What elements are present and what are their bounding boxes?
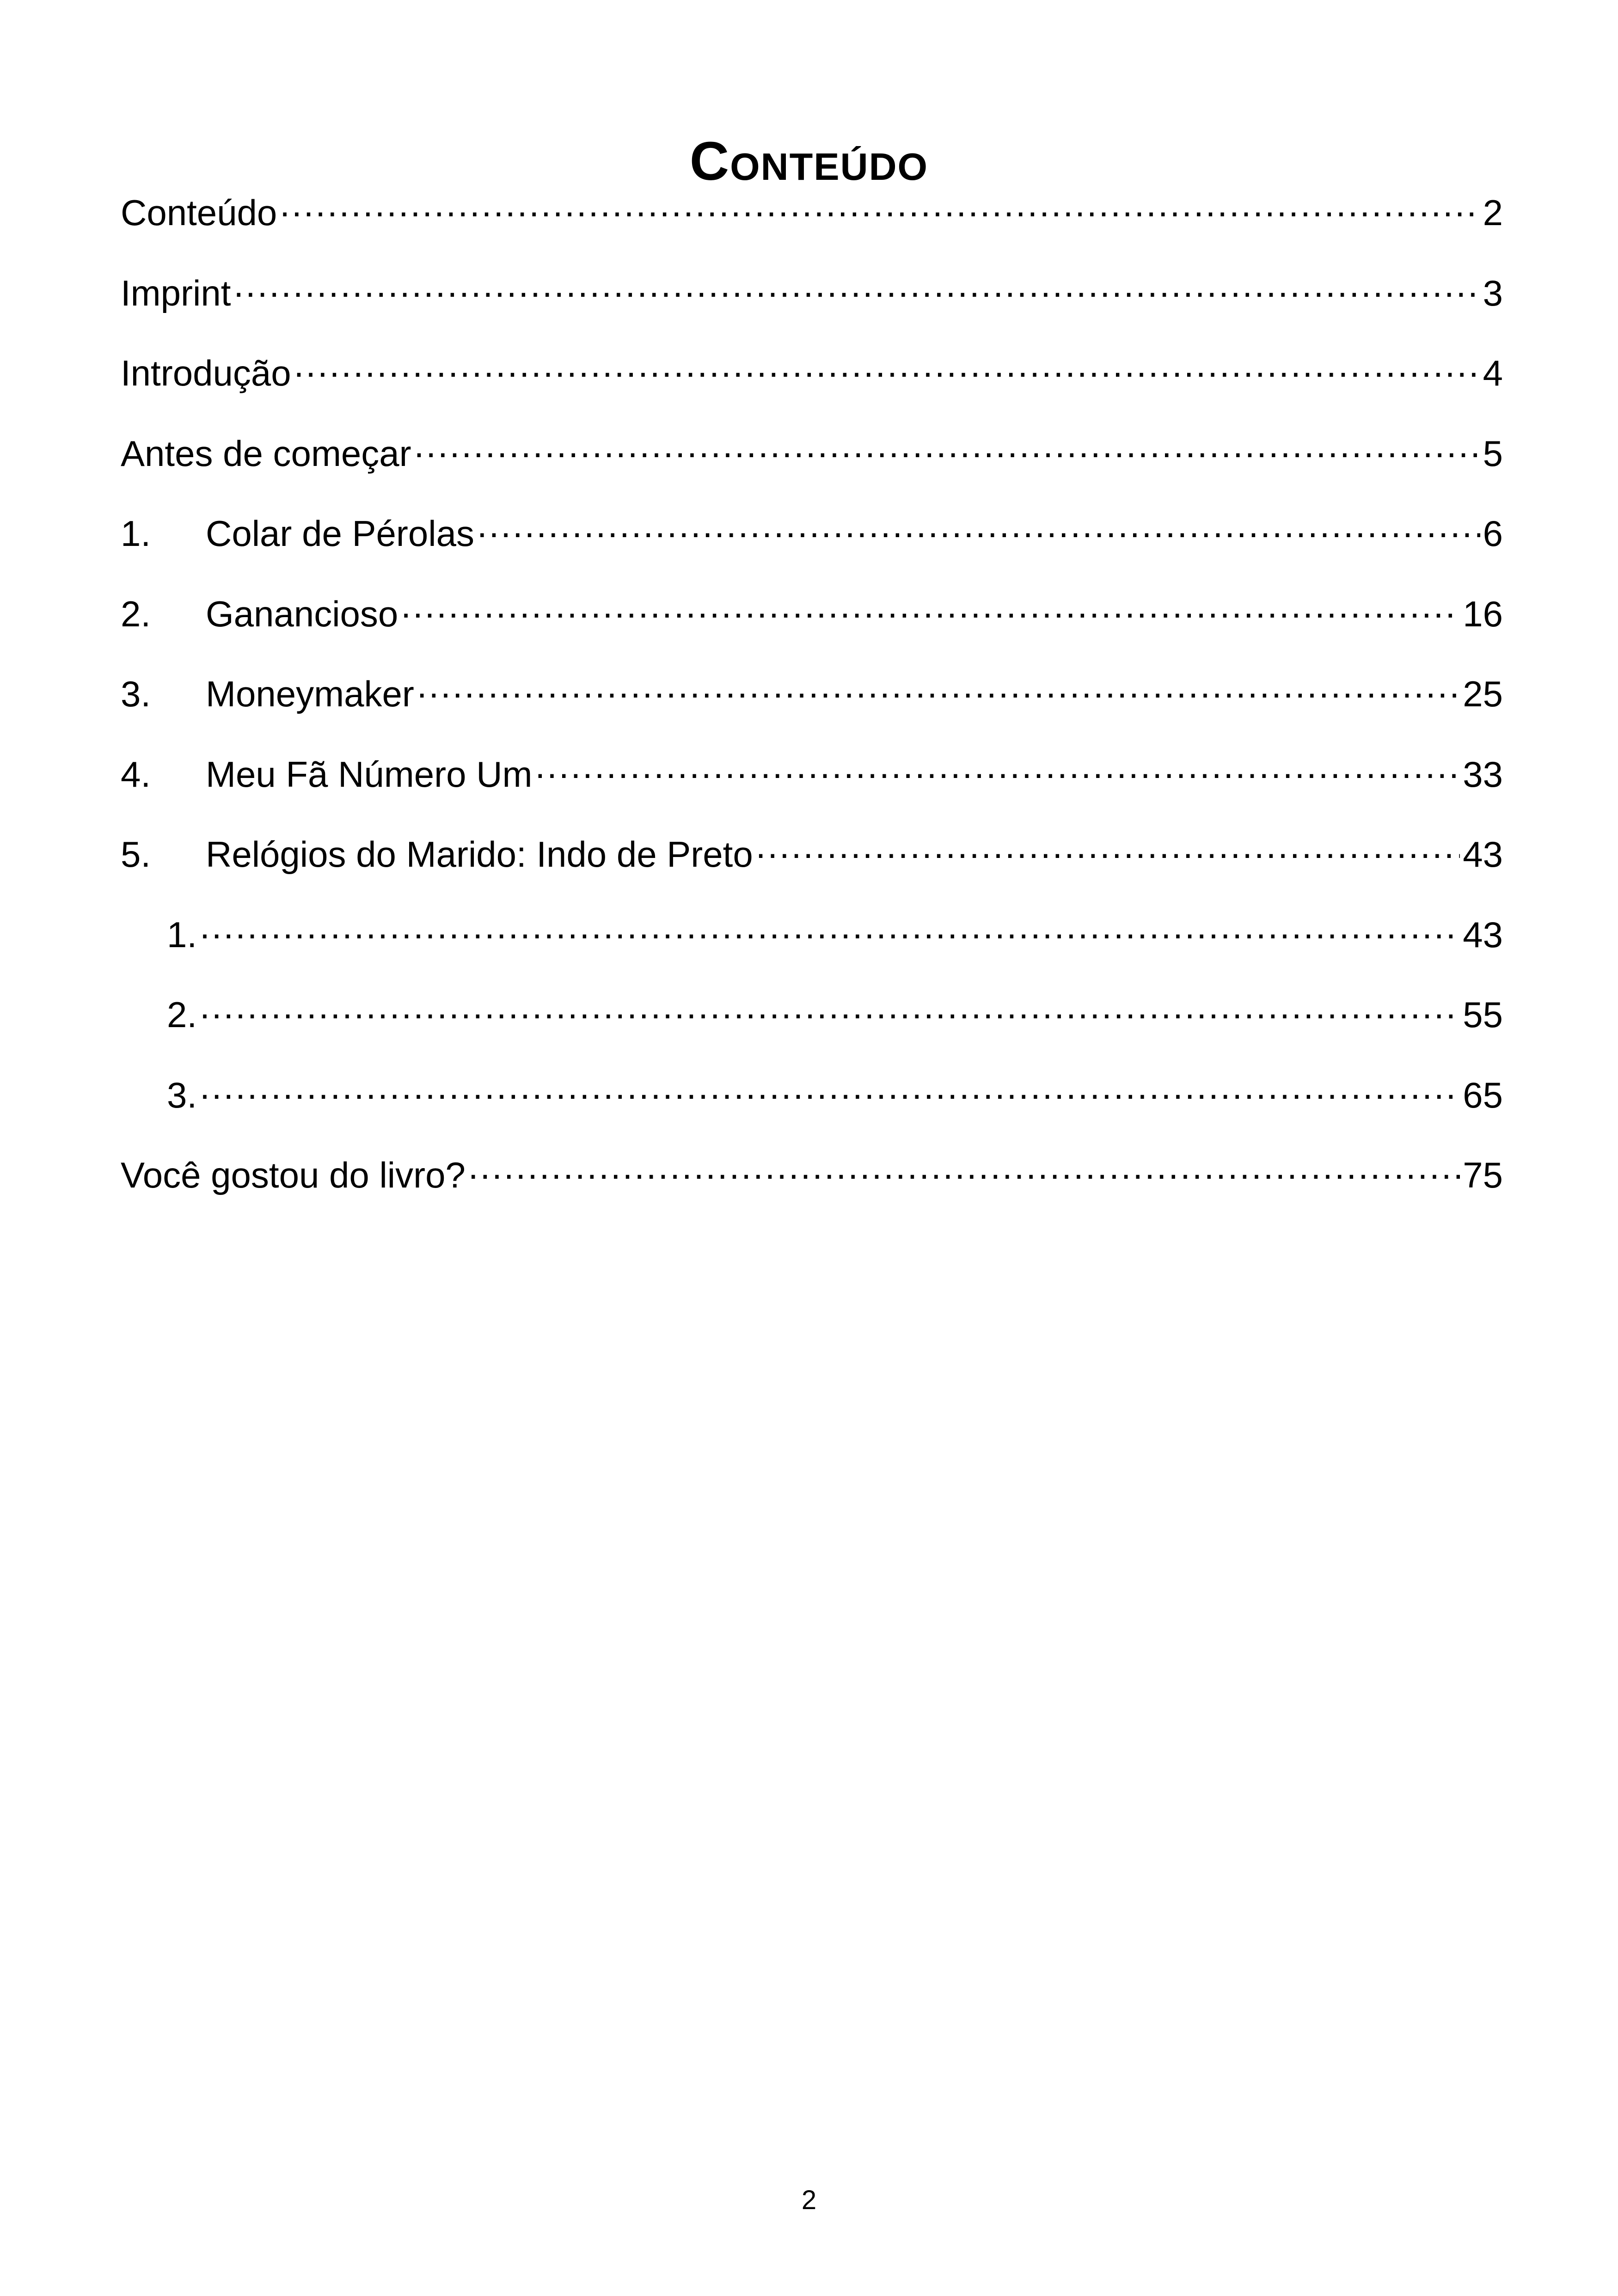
toc-entry-label: Relógios do Marido: Indo de Preto [206, 834, 753, 875]
toc-entry-page: 4 [1483, 353, 1503, 393]
toc-entry-page: 25 [1463, 673, 1503, 714]
dot-leader [477, 510, 1480, 546]
page-title: Conteúdo [689, 131, 929, 192]
toc-entry[interactable] [121, 265, 1503, 346]
toc-entry-page: 43 [1463, 834, 1503, 875]
toc-entry-label: Antes de começar [121, 433, 411, 474]
toc-entry-label: Você gostou do livro? [121, 1155, 466, 1195]
toc-entry-page: 16 [1463, 593, 1503, 634]
dot-leader [417, 670, 1460, 706]
toc-entry-page: 6 [1483, 513, 1503, 554]
toc-entry[interactable] [121, 185, 1503, 265]
toc-entry-page: 2 [1483, 192, 1503, 233]
toc-entry[interactable] [121, 586, 1503, 667]
dot-leader [200, 991, 1460, 1027]
toc-entry-number: 1. [167, 914, 197, 955]
toc-entry-label: Introdução [121, 353, 291, 393]
toc-entry-page: 33 [1463, 753, 1503, 795]
toc-entry-page: 43 [1463, 914, 1503, 955]
toc-entry-number: 3. [121, 673, 151, 714]
dot-leader [756, 831, 1460, 867]
toc-entry[interactable] [121, 1147, 1503, 1228]
table-of-contents [121, 185, 1503, 1228]
toc-entry-label: Meu Fã Número Um [206, 753, 533, 795]
dot-leader [200, 1071, 1460, 1108]
toc-entry-label: Colar de Pérolas [206, 513, 474, 554]
dot-leader [468, 1151, 1460, 1188]
toc-entry[interactable] [121, 666, 1503, 747]
dot-leader [280, 189, 1480, 225]
toc-entry-label: Ganancioso [206, 593, 398, 634]
toc-entry-number: 3. [167, 1074, 197, 1115]
toc-entry-page: 5 [1483, 433, 1503, 474]
toc-entry[interactable] [121, 345, 1503, 426]
toc-entry[interactable] [121, 506, 1503, 586]
dot-leader [535, 751, 1460, 787]
dot-leader [401, 590, 1460, 626]
toc-entry[interactable] [121, 747, 1503, 827]
dot-leader [233, 269, 1480, 306]
toc-entry-page: 3 [1483, 272, 1503, 313]
toc-entry-number: 1. [121, 513, 151, 554]
toc-entry-label: Conteúdo [121, 192, 277, 233]
toc-entry[interactable] [121, 426, 1503, 506]
toc-entry-number: 2. [167, 994, 197, 1035]
toc-entry-page: 65 [1463, 1074, 1503, 1115]
toc-entry-number: 5. [121, 834, 151, 875]
toc-entry[interactable] [121, 907, 1503, 987]
toc-entry-page: 55 [1463, 994, 1503, 1035]
toc-entry-label: Imprint [121, 272, 231, 313]
toc-entry[interactable] [121, 1067, 1503, 1148]
toc-entry-number: 4. [121, 753, 151, 795]
toc-entry-label: Moneymaker [206, 673, 414, 714]
toc-entry[interactable] [121, 827, 1503, 907]
dot-leader [294, 349, 1480, 386]
toc-entry-number: 2. [121, 593, 151, 634]
dot-leader [200, 911, 1460, 947]
toc-entry-page: 75 [1463, 1155, 1503, 1195]
page-number: 2 [801, 2185, 817, 2215]
toc-entry[interactable] [121, 987, 1503, 1067]
dot-leader [414, 430, 1480, 466]
